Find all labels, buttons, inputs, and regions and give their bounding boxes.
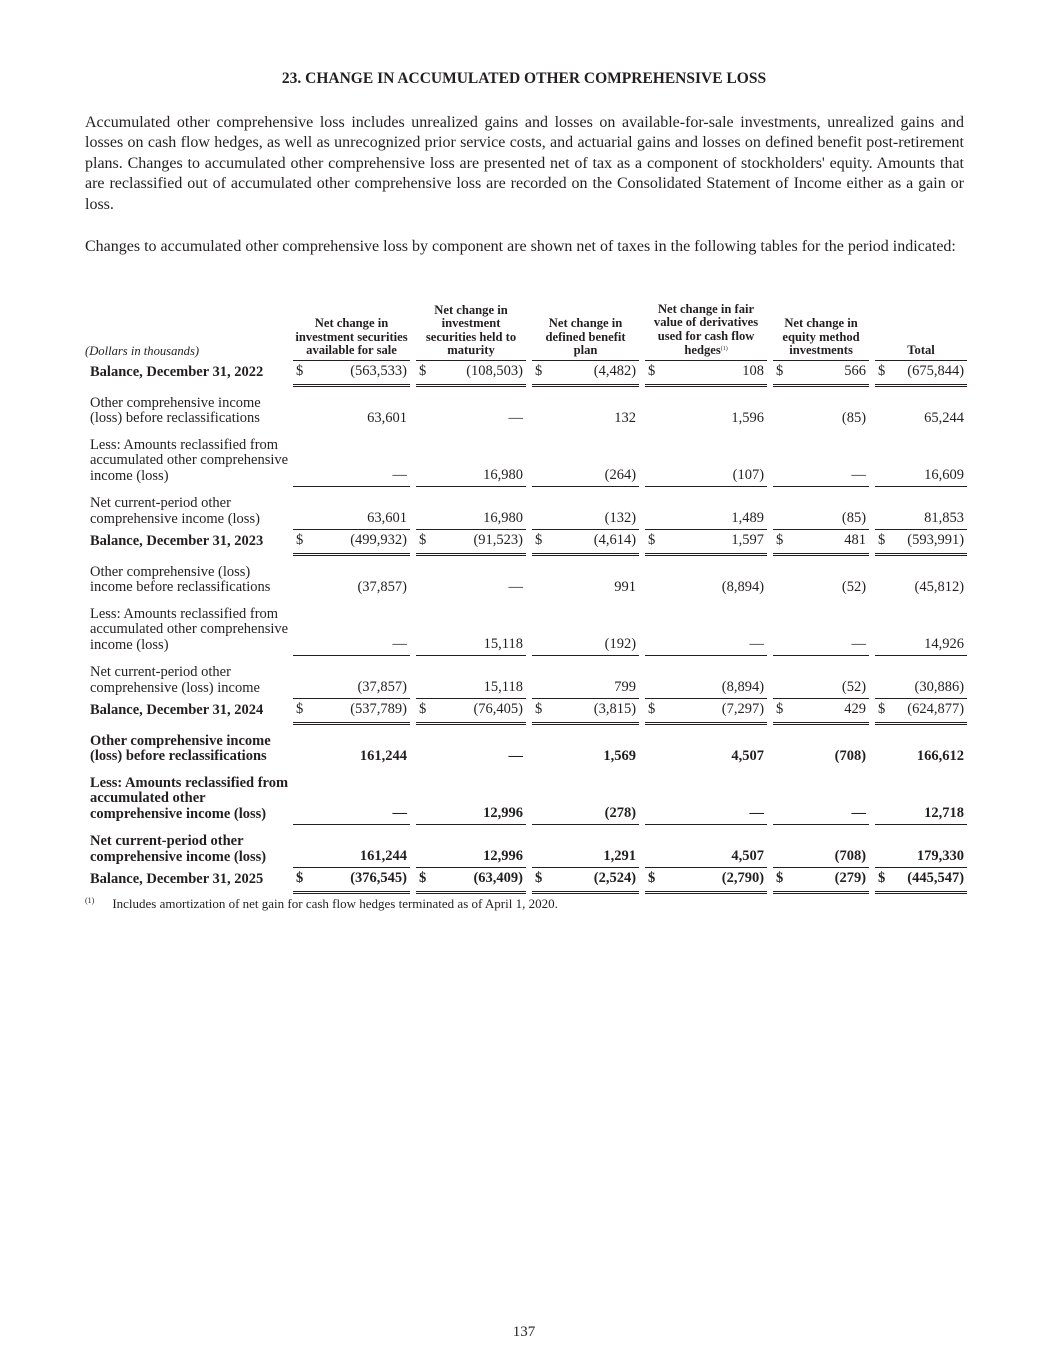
- dollar-sign: [875, 723, 891, 767]
- cell-value: 1,489: [731, 510, 765, 527]
- dollar-sign: $: [416, 698, 432, 723]
- cell-value: (445,547): [891, 867, 967, 892]
- table-row: [85, 767, 967, 825]
- dollar-sign: $: [875, 529, 891, 554]
- cell-value: (37,857): [357, 679, 407, 696]
- cell-value: 161,244: [359, 848, 407, 865]
- dollar-sign: $: [645, 360, 661, 385]
- dollar-sign: [416, 486, 432, 529]
- dollar-sign: [875, 598, 891, 656]
- footnote-mark: (1): [85, 896, 95, 905]
- header-equity-method: Net change in equity method investments: [773, 303, 869, 360]
- dollar-sign: $: [293, 867, 309, 892]
- dollar-sign: [875, 655, 891, 698]
- header-derivatives-text: Net change in fair value of derivatives used for cash flow hedges: [653, 302, 759, 358]
- cell-value: —: [661, 767, 767, 825]
- cell-value: (91,523): [432, 529, 526, 554]
- table-row: [85, 723, 967, 767]
- balance-row: [85, 529, 967, 554]
- dollar-sign: [773, 767, 789, 825]
- cell-value: (76,405): [432, 698, 526, 723]
- cell-value: (30,886): [914, 679, 965, 696]
- cell-value: 81,853: [924, 510, 965, 527]
- cell-value: 15,118: [432, 598, 526, 656]
- dollar-sign: [416, 429, 432, 487]
- cell-value: 1,291: [603, 848, 637, 865]
- balance-row: [85, 867, 967, 892]
- cell-value: 481: [789, 529, 869, 554]
- dollar-sign: [875, 429, 891, 487]
- dollar-sign: [532, 385, 548, 429]
- cell-value: 161,244: [359, 748, 407, 765]
- dollar-sign: [773, 598, 789, 656]
- table-header-row: [85, 303, 967, 360]
- dollar-sign: $: [645, 867, 661, 892]
- dollar-sign: [645, 598, 661, 656]
- cell-value: 179,330: [916, 848, 965, 865]
- cell-value: 799: [614, 679, 637, 696]
- cell-value: (278): [548, 767, 639, 825]
- dollar-sign: $: [293, 698, 309, 723]
- balance-row: [85, 360, 967, 385]
- dollar-sign: [532, 767, 548, 825]
- table-row: [85, 486, 967, 529]
- cell-value: 63,601: [367, 510, 407, 527]
- cell-value: 4,507: [731, 848, 765, 865]
- cell-value: 4,507: [731, 748, 765, 765]
- table-row: [85, 385, 967, 429]
- dollar-sign: $: [875, 698, 891, 723]
- cell-value: —: [309, 767, 410, 825]
- cell-value: 566: [789, 360, 869, 385]
- dollar-sign: [645, 723, 661, 767]
- dollar-sign: [773, 554, 789, 598]
- dollar-sign: [773, 486, 789, 529]
- cell-value: (563,533): [309, 360, 410, 385]
- cell-value: 15,118: [483, 679, 524, 696]
- cell-value: 429: [789, 698, 869, 723]
- dollar-sign: $: [416, 360, 432, 385]
- dollar-sign: $: [773, 529, 789, 554]
- dollar-sign: $: [645, 529, 661, 554]
- dollar-sign: $: [293, 529, 309, 554]
- cell-value: (624,877): [891, 698, 967, 723]
- dollar-sign: [645, 554, 661, 598]
- dollar-sign: [875, 486, 891, 529]
- dollar-sign: [875, 824, 891, 867]
- dollar-sign: [773, 429, 789, 487]
- header-benefit-plan: Net change in defined benefit plan: [532, 303, 639, 360]
- cell-value: (132): [604, 510, 637, 527]
- cell-value: —: [789, 767, 869, 825]
- dollar-sign: [293, 486, 309, 529]
- dollar-sign: $: [645, 698, 661, 723]
- cell-value: (675,844): [891, 360, 967, 385]
- cell-value: (264): [548, 429, 639, 487]
- row-label: Less: Amounts reclassified from accumulated other comprehensive income (loss): [90, 605, 289, 653]
- dollar-sign: [645, 824, 661, 867]
- table-row: [85, 554, 967, 598]
- dollar-sign: [293, 385, 309, 429]
- header-footnote-mark: (1): [720, 346, 728, 353]
- cell-value: 108: [661, 360, 767, 385]
- header-total: Total: [875, 303, 967, 360]
- dollar-sign: [875, 767, 891, 825]
- balance-row: [85, 698, 967, 723]
- dollar-sign: $: [532, 529, 548, 554]
- dollar-sign: $: [875, 360, 891, 385]
- cell-value: —: [309, 598, 410, 656]
- cell-value: (376,545): [309, 867, 410, 892]
- cell-value: —: [508, 410, 524, 427]
- table-row: [85, 655, 967, 698]
- row-label: Less: Amounts reclassified from accumulated other comprehensive income (loss): [90, 774, 289, 822]
- row-label: Other comprehensive income (loss) before reclassifications: [90, 394, 261, 427]
- cell-value: (708): [834, 748, 867, 765]
- cell-value: (85): [841, 410, 867, 427]
- unit-label: (Dollars in thousands): [85, 343, 200, 358]
- cell-value: —: [789, 598, 869, 656]
- dollar-sign: [416, 385, 432, 429]
- row-label: Net current-period other comprehensive income (loss): [90, 495, 260, 527]
- row-label: Net current-period other comprehensive (loss) income: [90, 664, 260, 696]
- row-label: Net current-period other comprehensive income (loss): [90, 833, 267, 865]
- dollar-sign: [645, 486, 661, 529]
- cell-value: (2,790): [661, 867, 767, 892]
- cell-value: (499,932): [309, 529, 410, 554]
- dollar-sign: [416, 723, 432, 767]
- dollar-sign: $: [532, 698, 548, 723]
- cell-value: (52): [841, 579, 867, 596]
- cell-value: 12,996: [483, 848, 524, 865]
- cell-value: (8,894): [721, 579, 765, 596]
- dollar-sign: [532, 824, 548, 867]
- table-row: [85, 429, 967, 487]
- cell-value: (8,894): [721, 679, 765, 696]
- cell-value: 16,980: [432, 429, 526, 487]
- dollar-sign: [532, 598, 548, 656]
- table-body: [85, 360, 967, 892]
- cell-value: (708): [834, 848, 867, 865]
- cell-value: (37,857): [357, 579, 407, 596]
- row-label: Other comprehensive income (loss) before reclassifications: [90, 732, 271, 765]
- cell-value: (4,482): [548, 360, 639, 385]
- dollar-sign: [532, 554, 548, 598]
- cell-value: 1,597: [661, 529, 767, 554]
- dollar-sign: [416, 655, 432, 698]
- cell-value: 166,612: [916, 748, 965, 765]
- cell-value: 16,609: [891, 429, 967, 487]
- dollar-sign: [875, 385, 891, 429]
- cell-value: 1,569: [603, 748, 637, 765]
- dollar-sign: [293, 598, 309, 656]
- dollar-sign: $: [532, 360, 548, 385]
- cell-value: —: [789, 429, 869, 487]
- dollar-sign: [532, 655, 548, 698]
- dollar-sign: [293, 429, 309, 487]
- dollar-sign: $: [773, 360, 789, 385]
- cell-value: (4,614): [548, 529, 639, 554]
- dollar-sign: $: [532, 867, 548, 892]
- dollar-sign: [532, 723, 548, 767]
- table-intro-paragraph: Changes to accumulated other comprehensive loss by component are shown net of taxes in the following tables for the period indicated:: [85, 238, 956, 255]
- cell-value: 14,926: [891, 598, 967, 656]
- row-label: Balance, December 31, 2025: [90, 870, 264, 887]
- dollar-sign: [645, 429, 661, 487]
- dollar-sign: $: [875, 867, 891, 892]
- dollar-sign: [875, 554, 891, 598]
- header-afs: Net change in investment securities available for sale: [293, 303, 410, 360]
- dollar-sign: [416, 824, 432, 867]
- cell-value: 12,996: [432, 767, 526, 825]
- cell-value: (279): [789, 867, 869, 892]
- dollar-sign: [293, 723, 309, 767]
- dollar-sign: [773, 385, 789, 429]
- cell-value: 65,244: [924, 410, 965, 427]
- dollar-sign: [773, 723, 789, 767]
- row-label: Balance, December 31, 2024: [90, 701, 264, 718]
- footnote-text: Includes amortization of net gain for cash flow hedges terminated as of April 1, 2020.: [112, 896, 558, 911]
- cell-value: —: [508, 748, 524, 765]
- dollar-sign: $: [416, 529, 432, 554]
- cell-value: (593,991): [891, 529, 967, 554]
- header-htm: Net change in investment securities held to maturity: [416, 303, 526, 360]
- dollar-sign: $: [293, 360, 309, 385]
- cell-value: (85): [841, 510, 867, 527]
- cell-value: —: [661, 598, 767, 656]
- cell-value: (537,789): [309, 698, 410, 723]
- dollar-sign: [532, 486, 548, 529]
- dollar-sign: [645, 385, 661, 429]
- footnote: [85, 896, 558, 912]
- cell-value: (7,297): [661, 698, 767, 723]
- cell-value: 132: [614, 410, 637, 427]
- aoci-changes-table: [85, 303, 967, 894]
- cell-value: 63,601: [367, 410, 407, 427]
- header-derivatives: [645, 303, 767, 360]
- cell-value: (2,524): [548, 867, 639, 892]
- dollar-sign: [645, 767, 661, 825]
- row-label: Balance, December 31, 2022: [90, 363, 264, 380]
- page-number: 137: [512, 1324, 536, 1340]
- dollar-sign: $: [773, 698, 789, 723]
- dollar-sign: [416, 554, 432, 598]
- dollar-sign: $: [773, 867, 789, 892]
- row-label: Less: Amounts reclassified from accumulated other comprehensive income (loss): [90, 436, 289, 484]
- row-label: Other comprehensive (loss) income before reclassifications: [90, 563, 271, 596]
- cell-value: 1,596: [731, 410, 765, 427]
- dollar-sign: [416, 598, 432, 656]
- table-row: [85, 824, 967, 867]
- dollar-sign: [645, 655, 661, 698]
- cell-value: (108,503): [432, 360, 526, 385]
- cell-value: (52): [841, 679, 867, 696]
- dollar-sign: [293, 655, 309, 698]
- cell-value: 16,980: [483, 510, 524, 527]
- cell-value: (192): [548, 598, 639, 656]
- cell-value: (63,409): [432, 867, 526, 892]
- intro-paragraph: Accumulated other comprehensive loss includes unrealized gains and losses on available-for-sale investments, unrealized gains and losses on cash flow hedges, as well as unrecognized prior service costs, and actuarial gains and losses on defined benefit post-retirement plans. Changes to accumulated other comprehensive loss are presented net of tax as a component of stockholders' equity. Amounts that are reclassified out of accumulated other comprehensive loss are recorded on the Consolidated Statement of Income either as a gain or loss.: [85, 114, 964, 213]
- section-title: 23. CHANGE IN ACCUMULATED OTHER COMPREHENSIVE LOSS: [281, 70, 767, 87]
- dollar-sign: [532, 429, 548, 487]
- dollar-sign: [773, 655, 789, 698]
- dollar-sign: [416, 767, 432, 825]
- dollar-sign: [293, 554, 309, 598]
- row-label: Balance, December 31, 2023: [90, 532, 264, 549]
- cell-value: —: [508, 579, 524, 596]
- cell-value: (107): [661, 429, 767, 487]
- dollar-sign: $: [416, 867, 432, 892]
- dollar-sign: [293, 824, 309, 867]
- cell-value: (3,815): [548, 698, 639, 723]
- cell-value: —: [309, 429, 410, 487]
- cell-value: 12,718: [891, 767, 967, 825]
- table-row: [85, 598, 967, 656]
- cell-value: (45,812): [914, 579, 965, 596]
- cell-value: 991: [614, 579, 637, 596]
- dollar-sign: [293, 767, 309, 825]
- dollar-sign: [773, 824, 789, 867]
